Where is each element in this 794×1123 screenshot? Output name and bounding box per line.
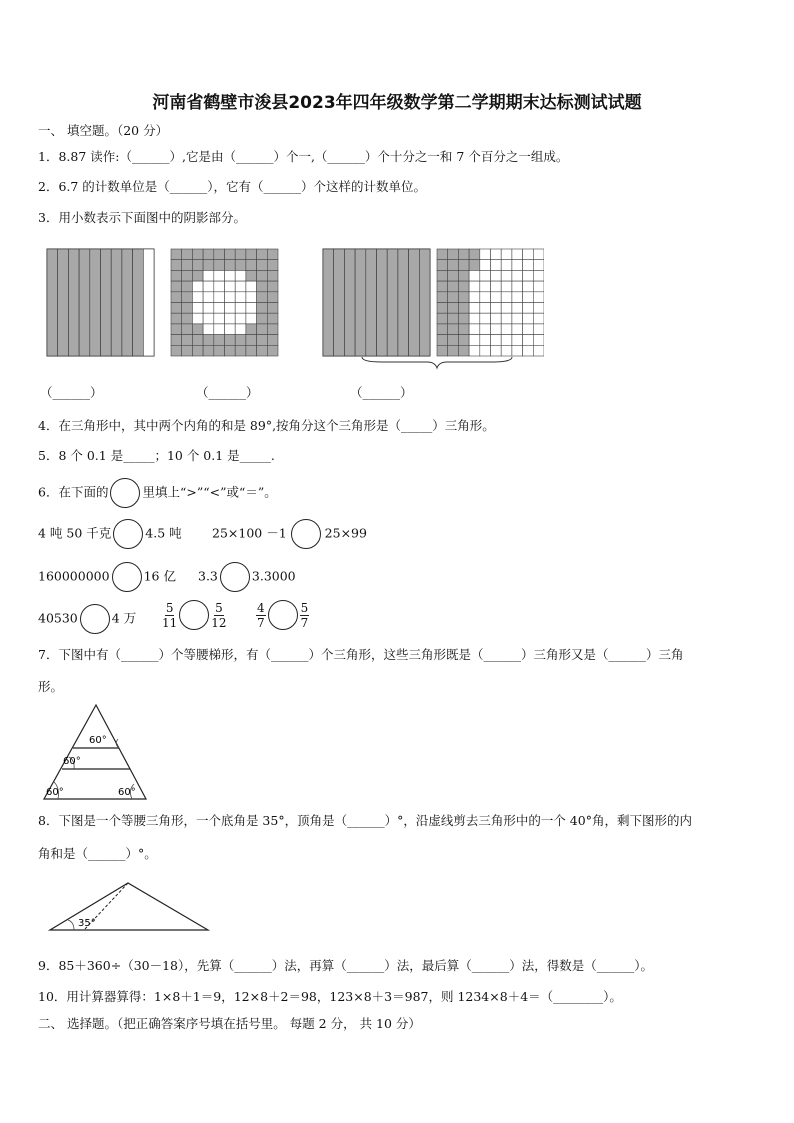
q3-blank-3: （______） (350, 385, 413, 400)
q6-post: 里填上“>”“<”或“＝”。 (142, 484, 277, 500)
angle-label: 60° (63, 756, 81, 767)
q6-pre: 6．在下面的 (38, 484, 109, 500)
fraction: $\frac{5}{7}$ (300, 600, 309, 630)
q6-b-right: 25×99 (324, 525, 367, 541)
question-5: 5．8 个 0.1 是_____；10 个 0.1 是_____. (38, 448, 275, 463)
figure-trapezoid-triangle (40, 702, 150, 802)
q6-e-right: 4 万 (111, 610, 137, 626)
compare-circle[interactable] (220, 562, 250, 592)
q6-d-left: 3.3 (198, 568, 218, 584)
q6-c-left: 160000000 (38, 568, 110, 584)
compare-circle[interactable] (112, 562, 142, 592)
angle-label: 60° (89, 735, 107, 746)
q6-e-left: 40530 (38, 610, 78, 626)
question-6 (38, 478, 277, 508)
figure-grid-border (170, 248, 280, 358)
angle-label: 35° (78, 918, 96, 929)
question-7-line2: 形。 (38, 679, 64, 694)
compare-circle[interactable] (268, 600, 298, 630)
compare-circle[interactable] (110, 478, 140, 508)
q6-item-d (198, 562, 296, 592)
figure-isosceles-triangle (48, 878, 213, 938)
q6-b-left: 25×100 －1 (212, 525, 287, 541)
q3-blank-2: （______） (196, 385, 259, 400)
fraction: $\frac{5}{12}$ (211, 600, 227, 630)
q6-item-c (38, 562, 176, 592)
angle-label: 60° (46, 787, 64, 798)
question-4: 4．在三角形中，其中两个内角的和是 89°,按角分这个三角形是（_____）三角形。 (38, 418, 495, 433)
q6-item-f (162, 600, 227, 630)
figure-vertical-strips (46, 248, 156, 358)
section1-heading: 一、 填空题。（20 分） (38, 123, 169, 138)
compare-circle[interactable] (113, 519, 143, 549)
q6-c-right: 16 亿 (143, 568, 176, 584)
page-title: 河南省鹤壁市浚县2023年四年级数学第二学期期末达标测试试题 (152, 93, 642, 113)
q6-item-g (256, 600, 309, 630)
q6-d-right: 3.3000 (251, 568, 296, 584)
q6-a-left: 4 吨 50 千克 (38, 525, 112, 541)
fraction: $\frac{5}{11}$ (162, 600, 178, 630)
q6-a-right: 4.5 吨 (145, 525, 182, 541)
question-7-line1: 7．下图中有（______）个等腰梯形，有（______）个三角形，这些三角形既是（______）三角形又是（______）三角 (38, 647, 684, 662)
section2-heading: 二、 选择题。（把正确答案序号填在括号里。 每题 2 分， 共 10 分） (38, 1016, 421, 1031)
q6-item-b (212, 519, 367, 549)
compare-circle[interactable] (179, 600, 209, 630)
question-8-line2: 角和是（______）°。 (38, 846, 157, 861)
compare-circle[interactable] (291, 519, 321, 549)
question-10: 10．用计算器算得：1×8＋1＝9，12×8＋2＝98，123×8＋3＝987，则 1234×8＋4＝（________）。 (38, 989, 622, 1004)
question-3: 3．用小数表示下面图中的阴影部分。 (38, 210, 246, 225)
question-8-line1: 8．下图是一个等腰三角形，一个底角是 35°，顶角是（______）°，沿虚线剪去三角形中的一个 40°角，剩下图形的内 (38, 813, 692, 828)
angle-label: 60° (118, 787, 136, 798)
question-1: 1．8.87 读作:（______）,它是由（______）个一,（______）个十分之一和 7 个百分之一组成。 (38, 149, 569, 164)
figure-mixed (322, 248, 544, 370)
q6-item-a (38, 519, 182, 549)
q3-blank-1: （______） (40, 385, 103, 400)
q6-item-e (38, 604, 136, 634)
compare-circle[interactable] (80, 604, 110, 634)
question-9: 9．85＋360÷（30－18），先算（______）法，再算（______）法，最后算（______）法，得数是（______）。 (38, 958, 654, 973)
fraction: $\frac{4}{7}$ (257, 600, 265, 630)
question-2: 2．6.7 的计数单位是（______），它有（______）个这样的计数单位。 (38, 179, 427, 194)
